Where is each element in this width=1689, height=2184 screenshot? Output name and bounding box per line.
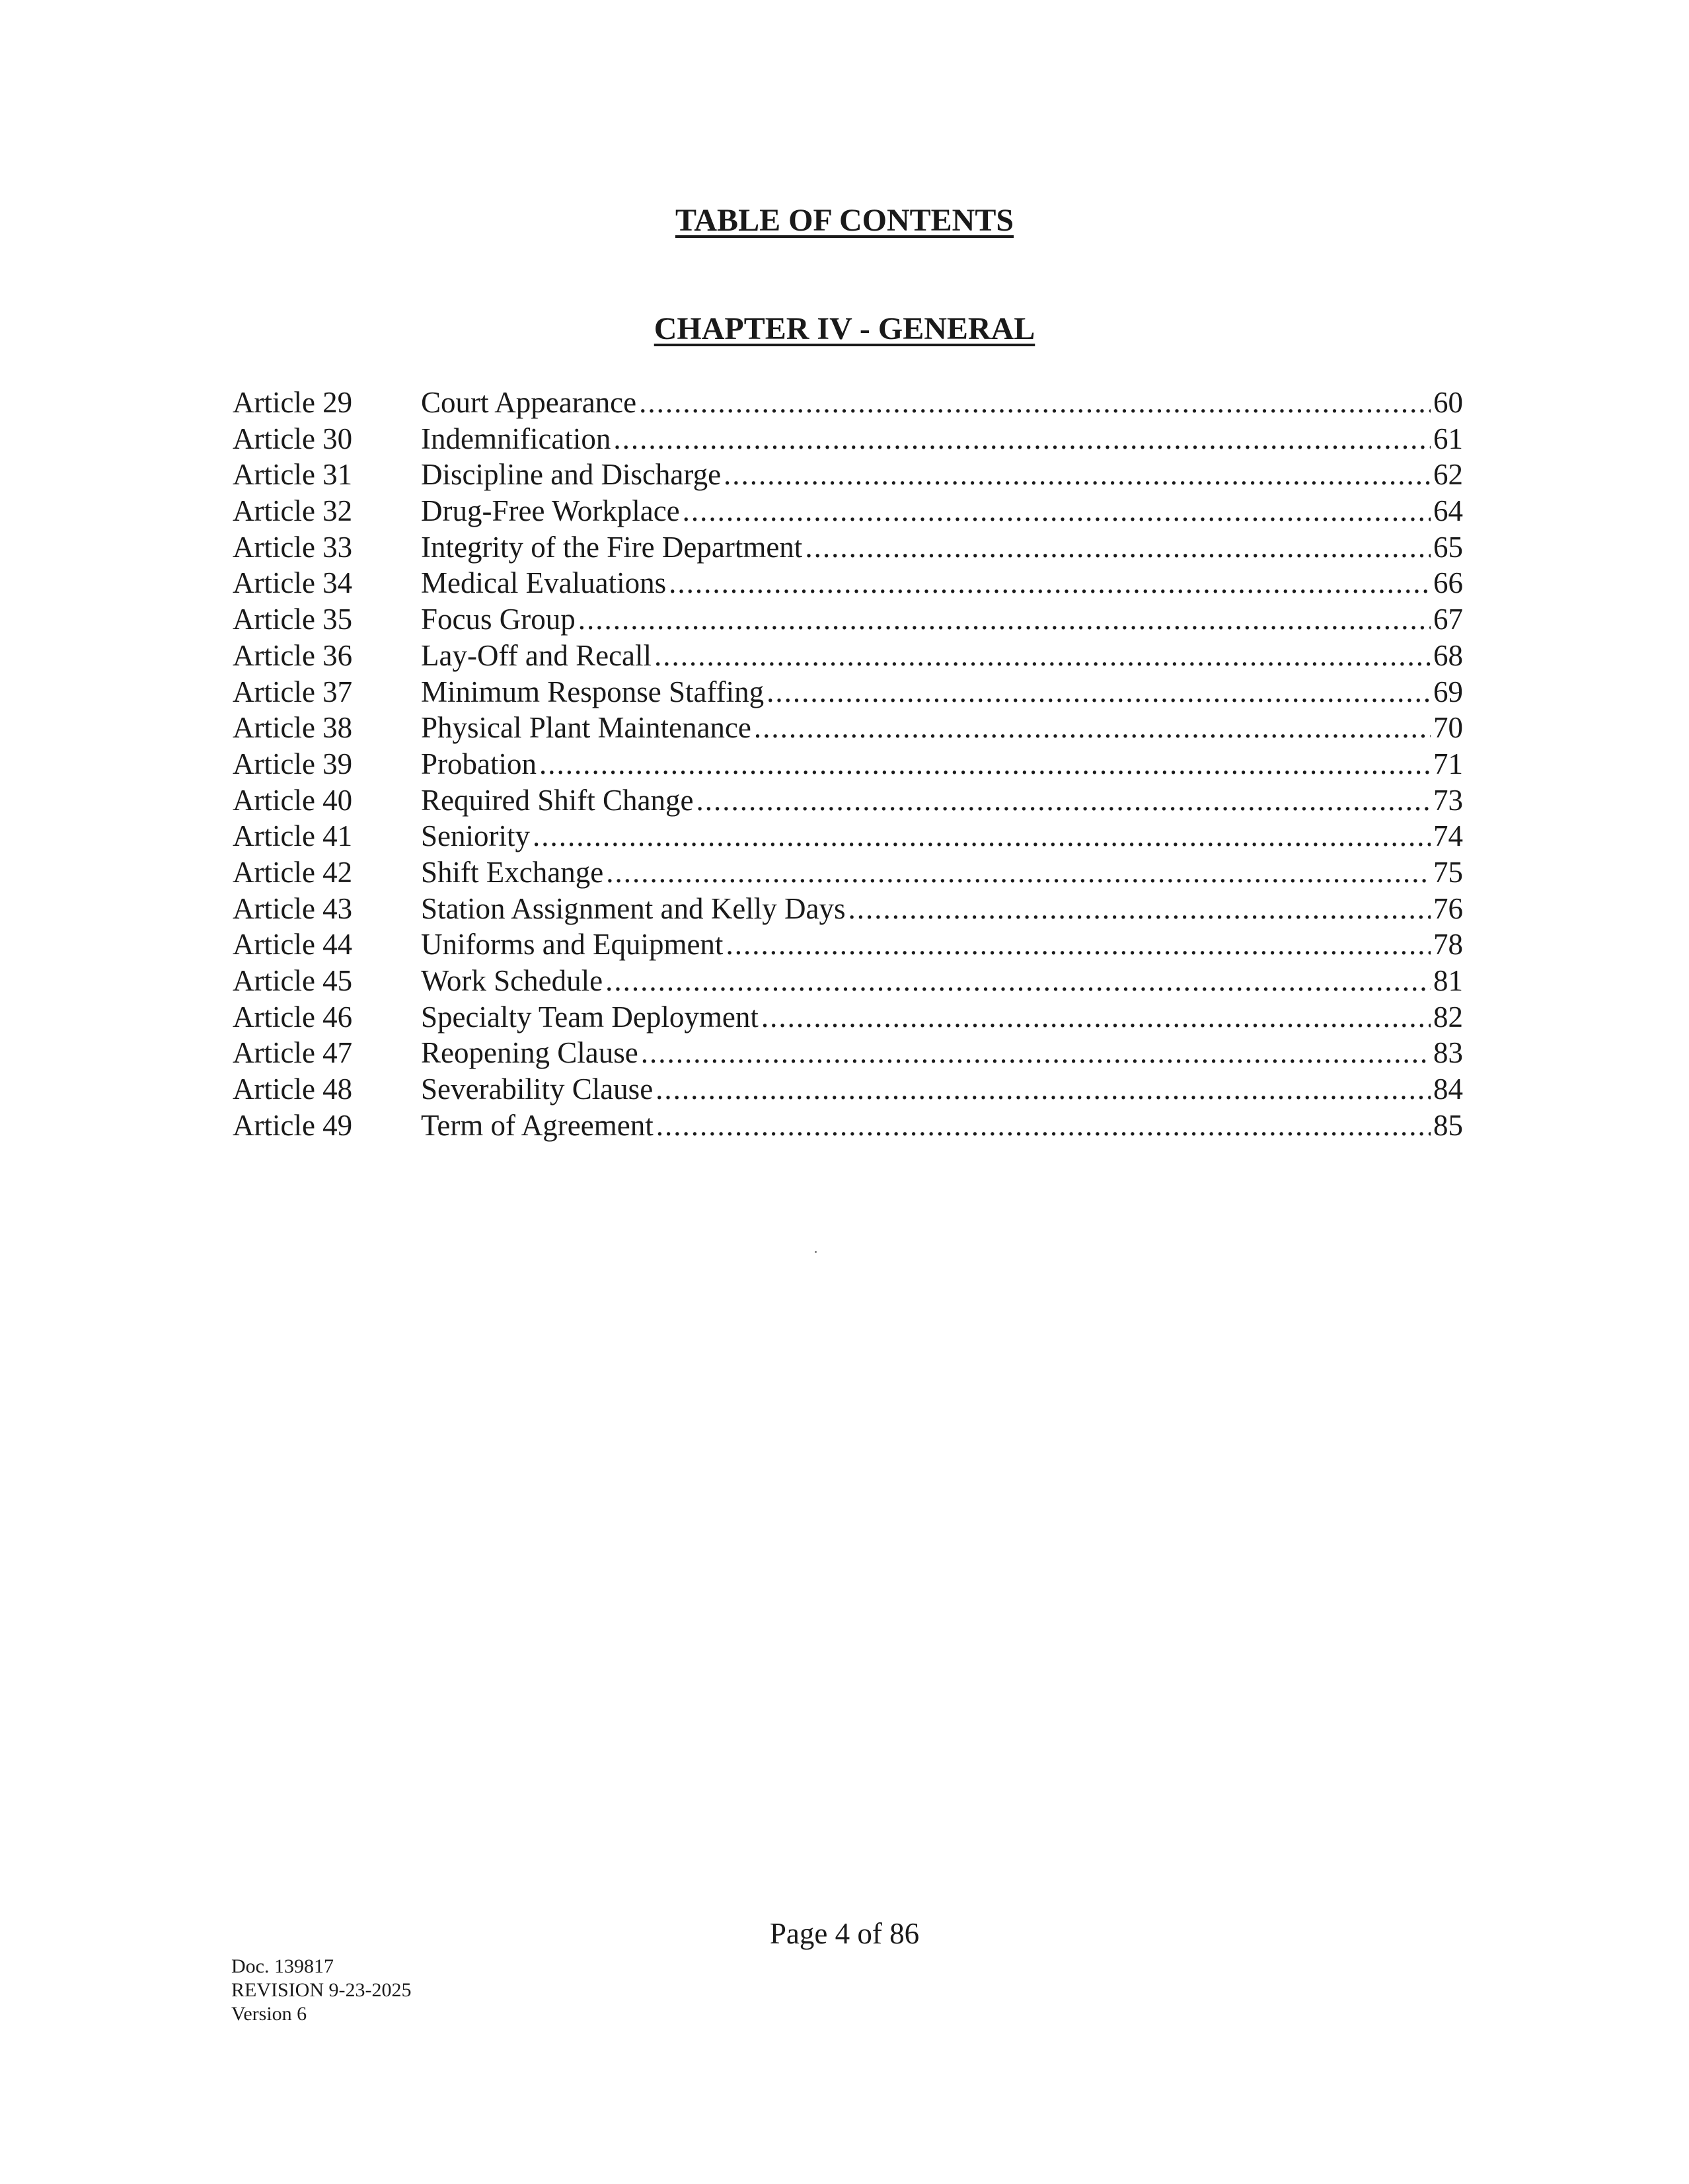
toc-article-number: Article 29 — [233, 386, 353, 419]
toc-entry — [233, 421, 1463, 457]
toc-article-title: Station Assignment and Kelly Days — [421, 891, 846, 925]
toc-article-number: Article 49 — [233, 1108, 353, 1142]
scan-speck — [815, 1251, 817, 1253]
toc-entry — [233, 963, 1463, 999]
toc-page-number: 69 — [1433, 675, 1463, 708]
toc-page-number: 62 — [1433, 458, 1463, 492]
toc-entry — [233, 385, 1463, 421]
toc-article-title: Medical Evaluations — [421, 566, 667, 600]
toc-article-title: Court Appearance — [421, 386, 637, 419]
toc-entry — [233, 710, 1463, 746]
page-title: TABLE OF CONTENTS — [675, 203, 1014, 238]
toc-entry — [233, 601, 1463, 638]
toc-entry — [233, 926, 1463, 963]
revision-date: REVISION 9-23-2025 — [231, 1979, 412, 2001]
toc-page-number: 82 — [1433, 1000, 1463, 1034]
toc-article-title: Focus Group — [421, 603, 576, 636]
doc-number: Doc. 139817 — [231, 1955, 334, 1977]
toc-article-number: Article 40 — [233, 783, 353, 817]
toc-page-number: 66 — [1433, 566, 1463, 600]
toc-page-number: 65 — [1433, 530, 1463, 564]
toc-dot-leader — [606, 854, 1431, 891]
toc-entry — [233, 1035, 1463, 1071]
toc-dot-leader — [639, 385, 1431, 421]
toc-page-number: 83 — [1433, 1036, 1463, 1070]
toc-article-number: Article 44 — [233, 928, 353, 961]
toc-dot-leader — [578, 601, 1431, 638]
toc-article-title: Uniforms and Equipment — [421, 928, 724, 961]
toc-dot-leader — [726, 926, 1431, 963]
toc-entry — [233, 746, 1463, 782]
toc-dot-leader — [656, 1071, 1431, 1108]
toc-dot-leader — [761, 999, 1431, 1036]
toc-article-number: Article 41 — [233, 819, 353, 853]
toc-entry — [233, 529, 1463, 566]
toc-page-number: 64 — [1433, 494, 1463, 528]
toc-dot-leader — [669, 565, 1431, 601]
toc-dot-leader — [641, 1035, 1431, 1071]
toc-page-number: 61 — [1433, 422, 1463, 455]
toc-article-number: Article 45 — [233, 964, 353, 997]
toc-page-number: 84 — [1433, 1073, 1463, 1106]
toc-dot-leader — [539, 746, 1431, 782]
toc-page-number: 70 — [1433, 711, 1463, 745]
toc-article-title: Reopening Clause — [421, 1036, 638, 1070]
chapter-heading: CHAPTER IV - GENERAL — [654, 311, 1035, 346]
toc-entry — [233, 493, 1463, 529]
toc-entry — [233, 565, 1463, 601]
toc-entry — [233, 999, 1463, 1036]
toc-dot-leader — [654, 638, 1431, 674]
toc-page-number: 78 — [1433, 928, 1463, 961]
toc-entry — [233, 457, 1463, 493]
toc-dot-leader — [724, 457, 1431, 493]
toc-page-number: 73 — [1433, 783, 1463, 817]
toc-article-title: Seniority — [421, 819, 530, 853]
toc-article-number: Article 35 — [233, 603, 353, 636]
toc-page-number: 74 — [1433, 819, 1463, 853]
toc-entry — [233, 674, 1463, 710]
toc-dot-leader — [613, 421, 1431, 457]
toc-page-number: 85 — [1433, 1108, 1463, 1142]
toc-dot-leader — [683, 493, 1431, 529]
toc-page-number: 60 — [1433, 386, 1463, 419]
toc-article-number: Article 43 — [233, 891, 353, 925]
toc-article-title: Physical Plant Maintenance — [421, 711, 751, 745]
toc-article-number: Article 31 — [233, 458, 353, 492]
toc-dot-leader — [656, 1108, 1431, 1144]
toc-article-number: Article 38 — [233, 711, 353, 745]
toc-page-number: 75 — [1433, 855, 1463, 889]
toc-article-title: Lay-Off and Recall — [421, 638, 652, 672]
toc-article-title: Minimum Response Staffing — [421, 675, 765, 708]
toc-article-number: Article 36 — [233, 638, 353, 672]
page-number-footer: Page 4 of 86 — [769, 1917, 920, 1950]
toc-dot-leader — [696, 782, 1431, 819]
toc-entry — [233, 818, 1463, 854]
toc-article-title: Specialty Team Deployment — [421, 1000, 759, 1034]
toc-article-title: Discipline and Discharge — [421, 458, 722, 492]
toc-dot-leader — [754, 710, 1431, 746]
toc-article-title: Drug-Free Workplace — [421, 494, 680, 528]
toc-article-title: Severability Clause — [421, 1073, 654, 1106]
toc-article-number: Article 47 — [233, 1036, 353, 1070]
toc-article-title: Probation — [421, 747, 537, 780]
toc-dot-leader — [848, 891, 1431, 927]
toc-article-title: Indemnification — [421, 422, 611, 455]
toc-entry — [233, 782, 1463, 819]
toc-article-number: Article 39 — [233, 747, 353, 780]
toc-page-number: 76 — [1433, 891, 1463, 925]
toc-dot-leader — [605, 963, 1431, 999]
toc-article-title: Shift Exchange — [421, 855, 604, 889]
toc-article-title: Required Shift Change — [421, 783, 694, 817]
toc-dot-leader — [767, 674, 1431, 710]
toc-entry — [233, 854, 1463, 891]
toc-article-number: Article 46 — [233, 1000, 353, 1034]
toc-article-title: Work Schedule — [421, 964, 603, 997]
toc-article-number: Article 34 — [233, 566, 353, 600]
toc-article-title: Integrity of the Fire Department — [421, 530, 803, 564]
toc-article-number: Article 48 — [233, 1073, 353, 1106]
toc-dot-leader — [805, 529, 1431, 566]
version-label: Version 6 — [231, 2003, 307, 2025]
toc-entry — [233, 1108, 1463, 1144]
toc-article-number: Article 33 — [233, 530, 353, 564]
toc-entry — [233, 638, 1463, 674]
toc-article-number: Article 42 — [233, 855, 353, 889]
toc-article-number: Article 37 — [233, 675, 353, 708]
toc-article-title: Term of Agreement — [421, 1108, 654, 1142]
toc-entry — [233, 891, 1463, 927]
toc-page-number: 71 — [1433, 747, 1463, 780]
toc-article-number: Article 32 — [233, 494, 353, 528]
toc-entry — [233, 1071, 1463, 1108]
toc-page-number: 81 — [1433, 964, 1463, 997]
document-metadata — [231, 1955, 411, 2026]
toc-dot-leader — [533, 818, 1431, 854]
toc-page-number: 68 — [1433, 638, 1463, 672]
table-of-contents — [233, 385, 1463, 1143]
toc-page-number: 67 — [1433, 603, 1463, 636]
toc-article-number: Article 30 — [233, 422, 353, 455]
